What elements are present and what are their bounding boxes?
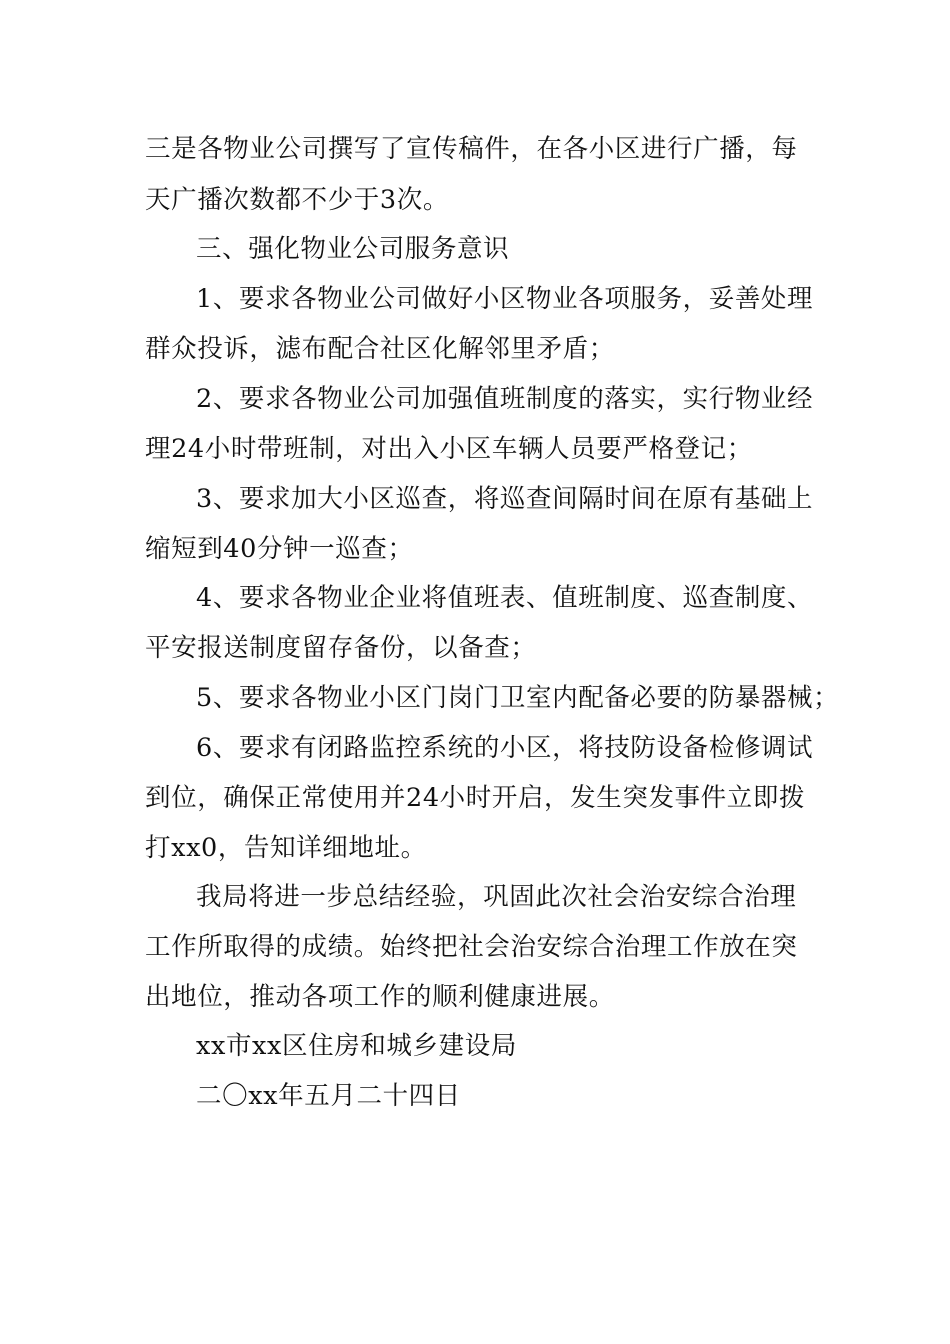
text-line: 到位，确保正常使用并24小时开启，发生突发事件立即拨 [145,783,806,813]
text-line: 理24小时带班制，对出入小区车辆人员要严格登记； [145,434,753,464]
text-line: 1、要求各物业公司做好小区物业各项服务，妥善处理 [196,284,814,314]
text-line: 平安报送制度留存备份，以备查； [145,633,537,663]
text-line: 我局将进一步总结经验，巩固此次社会治安综合治理 [196,882,797,912]
text-line: 工作所取得的成绩。始终把社会治安综合治理工作放在突 [145,932,798,962]
text-line: 5、要求各物业小区门岗门卫室内配备必要的防暴器械； [196,683,840,713]
text-line: 2、要求各物业公司加强值班制度的落实，实行物业经 [196,384,814,414]
signature-date: 二〇xx年五月二十四日 [196,1081,461,1111]
text-line: 缩短到40分钟一巡查； [145,534,414,564]
text-line: 三是各物业公司撰写了宣传稿件，在各小区进行广播，每 [145,134,798,164]
text-line: 打xx0，告知详细地址。 [145,833,427,863]
section-heading: 三、强化物业公司服务意识 [196,234,510,264]
text-line: 3、要求加大小区巡查，将巡查间隔时间在原有基础上 [196,484,814,514]
text-line: 4、要求各物业企业将值班表、值班制度、巡查制度、 [196,583,814,613]
text-line: 天广播次数都不少于3次。 [145,185,449,215]
text-line: 群众投诉，滤布配合社区化解邻里矛盾； [145,334,615,364]
text-line: 6、要求有闭路监控系统的小区，将技防设备检修调试 [196,733,814,763]
text-line: 出地位，推动各项工作的顺利健康进展。 [145,982,615,1012]
signature-organization: xx市xx区住房和城乡建设局 [196,1031,517,1061]
